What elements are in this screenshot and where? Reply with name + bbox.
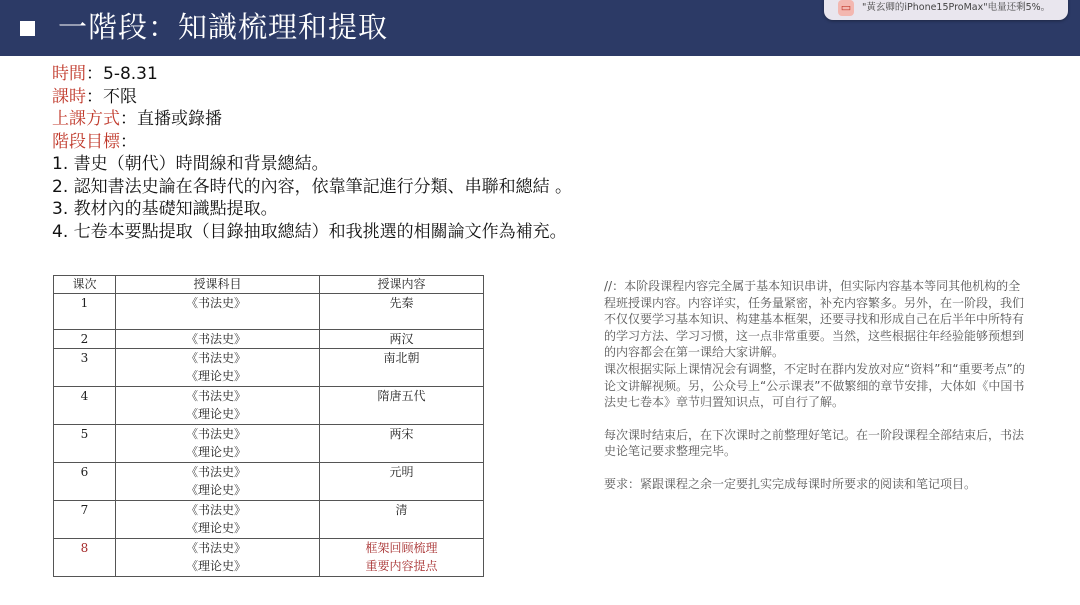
table-row (54, 330, 484, 349)
table-row (54, 463, 484, 501)
hours-label: 課時 (52, 86, 86, 107)
header-lesson: 课次 (54, 276, 116, 294)
lesson-content: 两汉 (320, 330, 484, 349)
time-line (52, 63, 572, 86)
lesson-subject: 《书法史》 《理论史》 (116, 425, 320, 463)
lesson-subject: 《书法史》 《理论史》 (116, 349, 320, 387)
table-row (54, 539, 484, 577)
table-row (54, 501, 484, 539)
notes-paragraph: //：本阶段课程内容完全属于基本知识串讲，但实际内容基本等同其他机构的全程班授课内容。内容详实，任务量紧密，补充内容繁多。另外，在一阶段，我们不仅仅要学习基本知识、构建基本框架，还要寻找和形成自己在后半年中所特有的学习方法、学习习惯，这一点非常重要。当然，这些根据往年经验能够预想到的内容都会在第一课给大家讲解。 (604, 279, 1025, 360)
lesson-content: 南北朝 (320, 349, 484, 387)
square-bullet-icon (20, 21, 35, 36)
lesson-number: 8 (54, 539, 116, 577)
goal-item: 2. 認知書法史論在各時代的內容，依靠筆記進行分類、串聯和總結 。 (52, 176, 573, 197)
slide-title: 一階段：知識梳理和提取 (58, 10, 389, 44)
lesson-content: 先秦 (320, 294, 484, 330)
header-subject: 授课科目 (116, 276, 320, 294)
lesson-subject: 《书法史》 (116, 294, 320, 330)
goal-label: 階段目標 (52, 131, 120, 152)
lesson-content: 两宋 (320, 425, 484, 463)
battery-notification[interactable] (824, 0, 1068, 20)
lesson-number: 4 (54, 387, 116, 425)
table-row (54, 349, 484, 387)
lesson-content: 框架回顾梳理 重要内容提点 (320, 539, 484, 577)
lesson-number: 2 (54, 330, 116, 349)
lesson-subject: 《书法史》 《理论史》 (116, 387, 320, 425)
goal-item: 1. 書史（朝代）時間線和背景總結。 (52, 154, 329, 174)
table-row (54, 294, 484, 330)
lesson-subject: 《书法史》 《理论史》 (116, 539, 320, 577)
lesson-subject: 《书法史》 (116, 330, 320, 349)
hours-value: 不限 (103, 86, 137, 107)
time-value: 5-8.31 (103, 64, 158, 84)
lesson-number: 6 (54, 463, 116, 501)
course-notes (604, 278, 1030, 493)
header-content: 授课内容 (320, 276, 484, 294)
battery-low-icon: ▭ (838, 0, 854, 16)
goal-line (52, 131, 572, 154)
lesson-content: 清 (320, 501, 484, 539)
colon: ： (120, 131, 137, 152)
stage-info (52, 63, 572, 243)
mode-value: 直播或錄播 (137, 109, 222, 129)
colon: ： (86, 64, 103, 84)
notes-paragraph: 每次课时结束后，在下次课时之前整理好笔记。在一阶段课程全部结束后，书法史论笔记要求整理完毕。 (604, 427, 1025, 459)
course-schedule-table (53, 275, 484, 577)
notification-text: "黃玄卿的iPhone15ProMax"电量还剩5%。 (862, 2, 1051, 13)
table-row (54, 425, 484, 463)
lesson-number: 3 (54, 349, 116, 387)
goal-item: 3. 教材內的基礎知識點提取。 (52, 199, 278, 219)
colon: ： (86, 86, 103, 107)
colon: ： (120, 109, 137, 129)
mode-label: 上課方式 (52, 109, 120, 129)
table-row (54, 387, 484, 425)
lesson-content: 隋唐五代 (320, 387, 484, 425)
mode-line (52, 108, 572, 131)
lesson-number: 1 (54, 294, 116, 330)
lesson-subject: 《书法史》 《理论史》 (116, 501, 320, 539)
notes-paragraph: 课次根据实际上课情况会有调整，不定时在群内发放对应“资料”和“重要考点”的论文讲解视频。另，公众号上“公示课表”不做繁细的章节安排，大体如《中国书法史七卷本》章节归置知识点，可自行了解。 (604, 361, 1025, 410)
goal-item: 4. 七卷本要點提取（目錄抽取總結）和我挑選的相關論文作為補充。 (52, 221, 567, 242)
lesson-content: 元明 (320, 463, 484, 501)
lesson-number: 5 (54, 425, 116, 463)
time-label: 時間 (52, 64, 86, 84)
hours-line (52, 86, 572, 109)
table-header-row (54, 276, 484, 294)
notes-paragraph: 要求：紧跟课程之余一定要扎实完成每课时所要求的阅读和笔记项目。 (604, 476, 977, 491)
lesson-subject: 《书法史》 《理论史》 (116, 463, 320, 501)
lesson-number: 7 (54, 501, 116, 539)
